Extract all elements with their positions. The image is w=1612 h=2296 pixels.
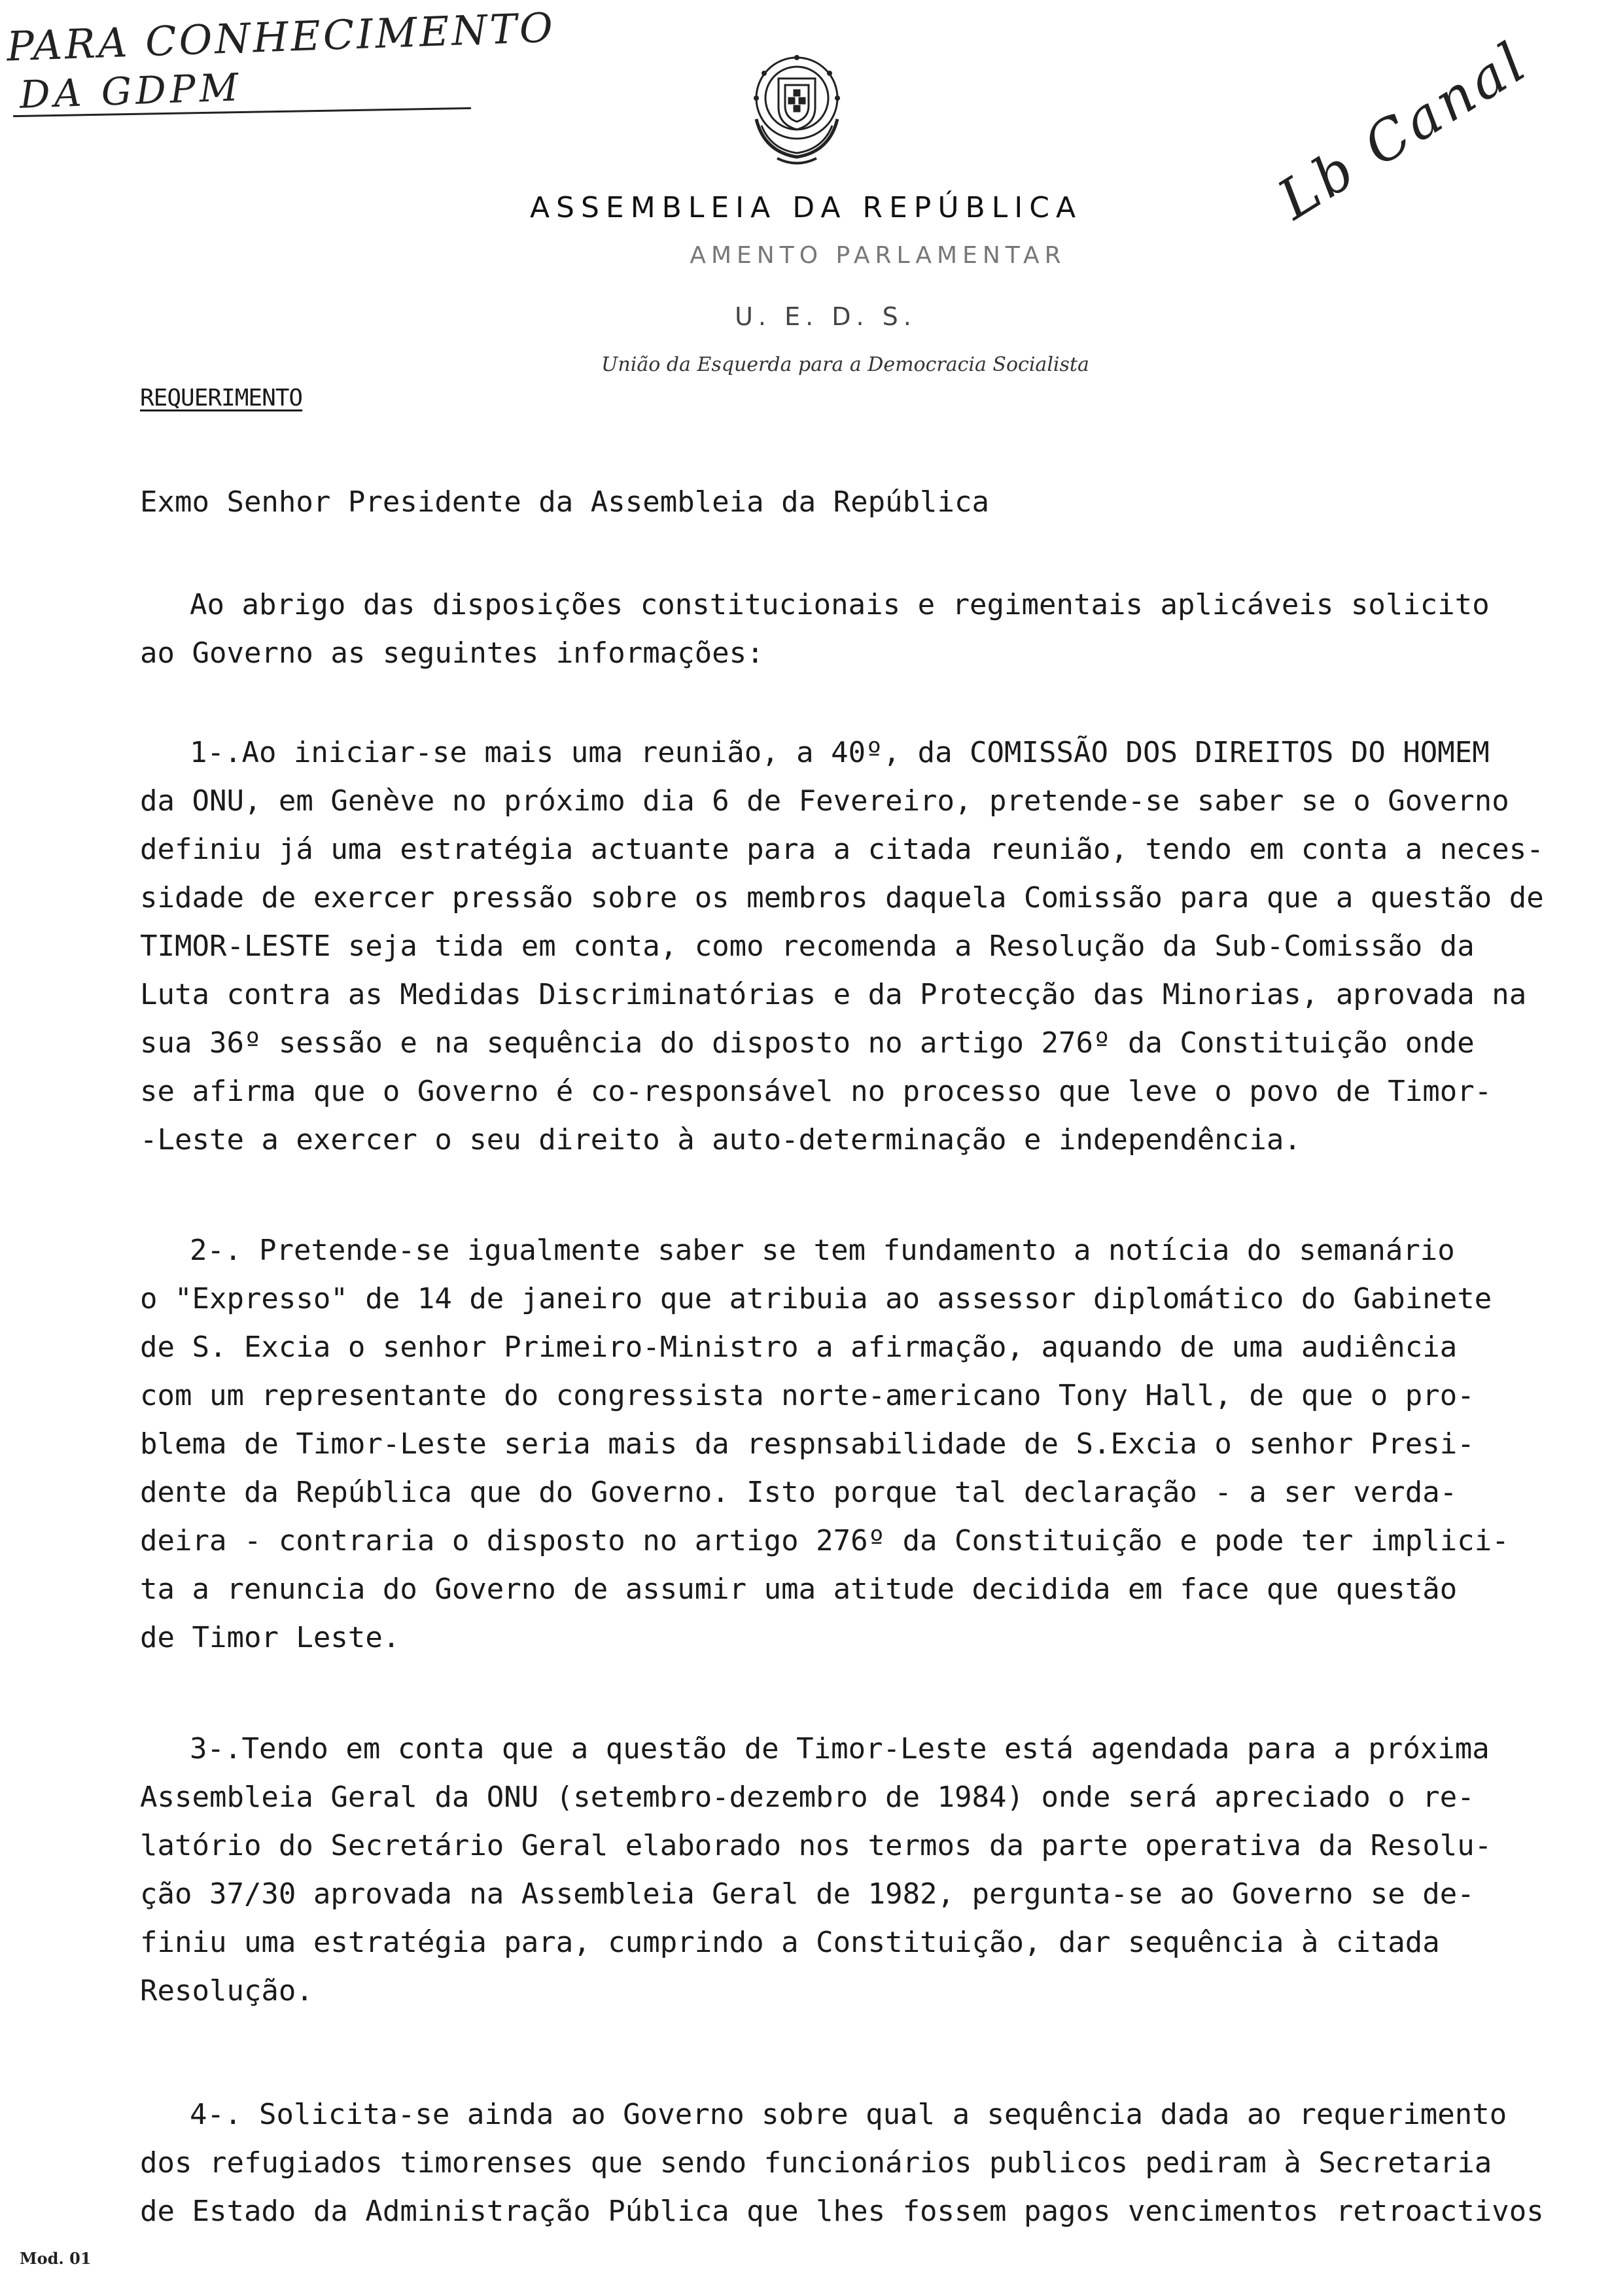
text-line: definiu já uma estratégia actuante para a citada reunião, tendo em conta a neces- — [140, 833, 1544, 866]
text-line: 3-.Tendo em conta que a questão de Timor-Leste está agendada para a próxima — [190, 1732, 1490, 1765]
request-item-1 — [140, 729, 1544, 1164]
text-line: o "Expresso" de 14 de janeiro que atribuia ao assessor diplomático do Gabinete — [140, 1282, 1492, 1315]
text-line: 2-. Pretende-se igualmente saber se tem fundamento a notícia do semanário — [190, 1234, 1455, 1267]
text-line: dos refugiados timorenses que sendo funcionários publicos pediram à Secretaria — [140, 2146, 1492, 2180]
text-line: -Leste a exercer o seu direito à auto-determinação e independência. — [140, 1123, 1301, 1157]
request-item-3 — [140, 1725, 1507, 2015]
coat-of-arms-icon — [738, 47, 856, 171]
text-line: latório do Secretário Geral elaborado nos termos da parte operativa da Resolu- — [140, 1829, 1492, 1862]
text-line: se afirma que o Governo é co-responsável no processo que leve o povo de Timor- — [140, 1075, 1492, 1108]
stamp-line-party-acronym: U. E. D. S. — [735, 302, 917, 331]
stamp-line-parliamentary-group: AMENTO PARLAMENTAR — [690, 242, 1066, 269]
intro-paragraph — [140, 581, 1507, 678]
text-line: sidade de exercer pressão sobre os membros daquela Comissão para que a questão de — [140, 881, 1544, 914]
handwritten-signature: Lb Canal — [1267, 28, 1539, 232]
text-line: finiu uma estratégia para, cumprindo a Constituição, dar sequência à citada — [140, 1926, 1440, 1959]
text-line: ção 37/30 aprovada na Assembleia Geral de 1982, pergunta-se ao Governo se de- — [140, 1877, 1475, 1911]
handwritten-note-line-2: DA GDPM — [18, 65, 243, 117]
form-model-label: Mod. 01 — [20, 2249, 92, 2268]
handwritten-note-line-1: PARA CONHECIMENTO — [5, 3, 556, 71]
text-line: da ONU, em Genève no próximo dia 6 de Fevereiro, pretende-se saber se o Governo — [140, 784, 1509, 818]
text-line: ta a renuncia do Governo de assumir uma atitude decidida em face que questão — [140, 1573, 1458, 1606]
text-line: 1-.Ao iniciar-se mais uma reunião, a 40º, da COMISSÃO DOS DIREITOS DO HOMEM — [190, 736, 1490, 769]
document-title: REQUERIMENTO — [140, 385, 303, 411]
request-item-2 — [140, 1226, 1507, 1662]
text-line: Luta contra as Medidas Discriminatórias e da Protecção das Minorias, aprovada na — [140, 978, 1527, 1011]
text-line: Assembleia Geral da ONU (setembro-dezembro de 1984) onde será apreciado o re- — [140, 1781, 1475, 1814]
text-line: Resolução. — [140, 1974, 313, 2008]
text-line: deira - contraria o disposto no artigo 276º da Constituição e pode ter implici- — [140, 1524, 1509, 1557]
text-line: 4-. Solicita-se ainda ao Governo sobre qual a sequência dada ao requerimento — [190, 2098, 1507, 2131]
request-item-4 — [140, 2091, 1544, 2236]
text-line: dente da República que do Governo. Isto porque tal declaração - a ser verda- — [140, 1476, 1458, 1509]
text-line: blema de Timor-Leste seria mais da respnsabilidade de S.Excia o senhor Presi- — [140, 1427, 1475, 1461]
text-line: sua 36º sessão e na sequência do disposto no artigo 276º da Constituição onde — [140, 1026, 1475, 1060]
text-line: ao Governo as seguintes informações: — [140, 636, 764, 670]
text-line: com um representante do congressista norte-americano Tony Hall, de que o pro- — [140, 1379, 1475, 1412]
text-line: de Estado da Administração Pública que lhes fossem pagos vencimentos retroactivos — [140, 2195, 1544, 2228]
text-line: de Timor Leste. — [140, 1621, 400, 1654]
text-line: Ao abrigo das disposições constitucionais e regimentais aplicáveis solicito — [190, 588, 1490, 621]
stamp-line-party-name: União da Esquerda para a Democracia Socialista — [601, 353, 1089, 376]
text-line: TIMOR-LESTE seja tida em conta, como recomenda a Resolução da Sub-Comissão da — [140, 930, 1475, 963]
text-line: de S. Excia o senhor Primeiro-Ministro a afirmação, aquando de uma audiência — [140, 1331, 1458, 1364]
organization-name: ASSEMBLEIA DA REPÚBLICA — [529, 191, 1083, 224]
salutation: Exmo Senhor Presidente da Assembleia da República — [140, 485, 990, 519]
